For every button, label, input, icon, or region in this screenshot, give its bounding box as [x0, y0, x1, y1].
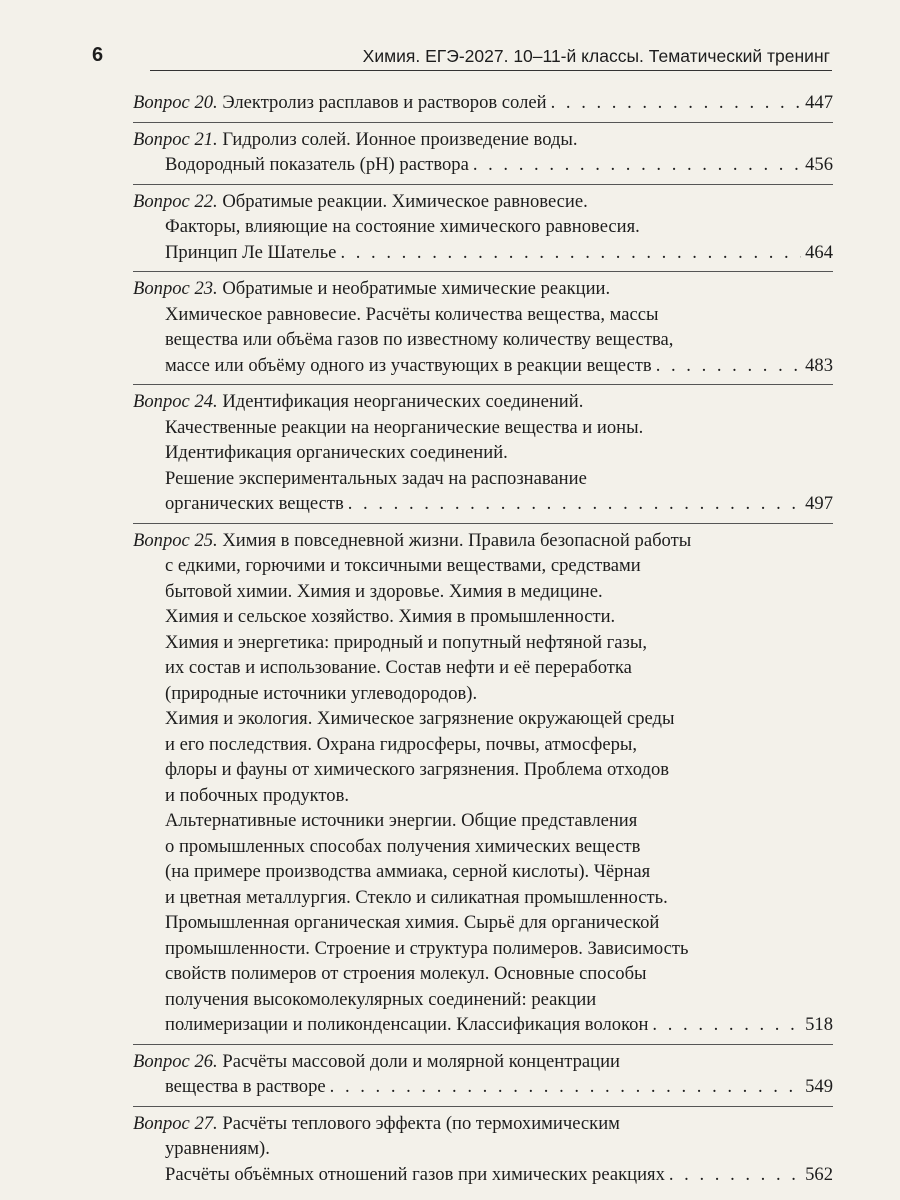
- toc-line: [133, 936, 833, 962]
- question-label: Вопрос 23.: [133, 278, 218, 299]
- topic-text: Идентификация органических соединений.: [165, 442, 508, 463]
- topic-text: Обратимые реакции. Химическое равновесие.: [222, 190, 588, 212]
- topic-text: Электролиз расплавов и растворов солей: [222, 92, 547, 113]
- topic-text: Промышленная органическая химия. Сырьё для органической: [165, 912, 660, 933]
- toc-line-text: [165, 1162, 665, 1188]
- toc-line-text: [133, 129, 578, 150]
- toc-line-text: [165, 1074, 326, 1100]
- topic-text: Качественные реакции на неорганические вещества и ионы.: [165, 416, 644, 438]
- page-ref: 497: [805, 493, 833, 514]
- topic-text: полимеризации и поликонденсации. Классификация волокон: [165, 1014, 649, 1035]
- toc-line-text: [165, 417, 643, 438]
- topic-text: Расчёты объёмных отношений газов при химических реакциях: [165, 1163, 665, 1185]
- topic-text: Расчёты массовой доли и молярной концентрации: [222, 1050, 620, 1072]
- topic-text: и цветная металлургия. Стекло и силикатная промышленность.: [165, 886, 668, 908]
- toc-entry: [133, 385, 833, 524]
- toc-line: [133, 276, 833, 302]
- toc-line-text: [165, 861, 650, 882]
- toc-line: [133, 1162, 833, 1188]
- toc-line: [133, 885, 833, 911]
- toc-line-text: [165, 989, 596, 1010]
- toc-line: [133, 189, 833, 215]
- dot-leader: [551, 90, 802, 116]
- topic-text: Химическое равновесие. Расчёты количества вещества, массы: [165, 303, 659, 325]
- toc-line-text: [133, 1113, 620, 1134]
- page-ref: 456: [805, 154, 833, 175]
- toc-line-text: [165, 683, 477, 704]
- toc-line: [133, 1111, 833, 1137]
- toc-line: [133, 302, 833, 328]
- toc-line: [133, 553, 833, 579]
- topic-text: получения высокомолекулярных соединений: реакции: [165, 988, 597, 1010]
- dot-leader: [669, 1162, 801, 1188]
- toc-line: [133, 1136, 833, 1162]
- topic-text: их состав и использование. Состав нефти и её переработка: [165, 657, 632, 678]
- toc-line: [133, 353, 833, 379]
- toc-line-text: [165, 555, 641, 576]
- toc-line: [133, 127, 833, 153]
- toc-line: [133, 783, 833, 809]
- toc-line-text: [165, 353, 652, 379]
- toc-line-text: [165, 152, 469, 178]
- toc-entry: [133, 123, 833, 185]
- toc-entry: [133, 1045, 833, 1107]
- toc-line: [133, 834, 833, 860]
- toc-line-text: [165, 734, 637, 755]
- question-label: Вопрос 20.: [133, 92, 218, 113]
- toc-line-text: [165, 468, 587, 489]
- topic-text: вещества в растворе: [165, 1076, 326, 1097]
- toc-line: [133, 655, 833, 681]
- toc-line-text: [165, 216, 640, 237]
- topic-text: массе или объёму одного из участвующих в реакции веществ: [165, 354, 652, 376]
- toc-line: [133, 859, 833, 885]
- question-label: Вопрос 21.: [133, 128, 218, 150]
- running-title: Химия. ЕГЭ-2027. 10–11-й классы. Тематический тренинг: [362, 46, 830, 66]
- toc-line: [133, 214, 833, 240]
- toc-line: [133, 152, 833, 178]
- page-ref: 562: [805, 1163, 833, 1185]
- dot-leader: [340, 240, 801, 266]
- toc-line-text: [165, 632, 647, 653]
- toc-line-text: [133, 1051, 620, 1072]
- toc-line-text: [165, 963, 647, 984]
- toc-line-text: [165, 657, 632, 678]
- toc-line-text: [133, 530, 691, 551]
- topic-text: вещества или объёма газов по известному количеству вещества,: [165, 329, 674, 350]
- toc-line: [133, 327, 833, 353]
- topic-text: Гидролиз солей. Ионное произведение воды.: [222, 128, 578, 150]
- page-ref: 518: [805, 1014, 833, 1035]
- toc-line-text: [165, 708, 674, 729]
- toc-entry: [133, 185, 833, 273]
- toc-line: [133, 808, 833, 834]
- toc-line: [133, 528, 833, 554]
- toc-line-text: [133, 191, 588, 212]
- toc-line: [133, 910, 833, 936]
- toc-line-text: [165, 887, 668, 908]
- toc-line: [133, 90, 833, 116]
- topic-text: с едкими, горючими и токсичными веществами, средствами: [165, 555, 641, 576]
- topic-text: уравнениям).: [165, 1138, 270, 1159]
- question-label: Вопрос 22.: [133, 190, 218, 212]
- toc-line: [133, 961, 833, 987]
- topic-text: свойств полимеров от строения молекул. Основные способы: [165, 963, 647, 984]
- toc-line-text: [165, 810, 637, 831]
- toc-line: [133, 440, 833, 466]
- toc-line-text: [165, 442, 508, 463]
- toc-line-text: [165, 581, 603, 602]
- page-ref: 464: [805, 241, 833, 263]
- topic-text: флоры и фауны от химического загрязнения. Проблема отходов: [165, 759, 670, 780]
- topic-text: Химия в повседневной жизни. Правила безопасной работы: [222, 529, 692, 551]
- toc-line: [133, 706, 833, 732]
- toc-line-text: [165, 304, 659, 325]
- toc-line: [133, 415, 833, 441]
- table-of-contents: [133, 86, 833, 1193]
- toc-line: [133, 604, 833, 630]
- toc-line-text: [165, 329, 673, 350]
- toc-line-text: [165, 759, 669, 780]
- toc-entry: [133, 272, 833, 385]
- toc-entry: [133, 1107, 833, 1194]
- topic-text: Химия и экология. Химическое загрязнение окружающей среды: [165, 708, 675, 729]
- dot-leader: [652, 1012, 801, 1038]
- topic-text: Химия и сельское хозяйство. Химия в промышленности.: [165, 606, 616, 627]
- question-label: Вопрос 24.: [133, 391, 218, 412]
- toc-line: [133, 240, 833, 266]
- toc-line: [133, 1074, 833, 1100]
- topic-text: бытовой химии. Химия и здоровье. Химия в медицине.: [165, 580, 603, 602]
- topic-text: Идентификация неорганических соединений.: [222, 391, 584, 412]
- topic-text: о промышленных способах получения химических веществ: [165, 835, 641, 857]
- question-label: Вопрос 25.: [133, 529, 218, 551]
- dot-leader: [656, 353, 801, 379]
- toc-line-text: [165, 240, 336, 266]
- topic-text: Факторы, влияющие на состояние химического равновесия.: [165, 216, 640, 237]
- topic-text: Химия и энергетика: природный и попутный нефтяной газы,: [165, 631, 648, 653]
- question-label: Вопрос 26.: [133, 1050, 218, 1072]
- toc-line-text: [165, 491, 344, 517]
- topic-text: Альтернативные источники энергии. Общие представления: [165, 810, 638, 831]
- toc-line-text: [165, 606, 615, 627]
- dot-leader: [473, 152, 801, 178]
- toc-line: [133, 389, 833, 415]
- toc-line: [133, 757, 833, 783]
- toc-line-text: [133, 278, 610, 299]
- toc-entry: [133, 86, 833, 123]
- toc-line: [133, 732, 833, 758]
- toc-line: [133, 1049, 833, 1075]
- topic-text: Решение экспериментальных задач на распознавание: [165, 467, 587, 489]
- page-ref: 447: [805, 92, 833, 113]
- toc-line-text: [165, 785, 349, 806]
- toc-line: [133, 466, 833, 492]
- topic-text: Обратимые и необратимые химические реакции.: [222, 278, 611, 299]
- dot-leader: [348, 491, 801, 517]
- page-ref: 549: [805, 1076, 833, 1097]
- question-label: Вопрос 27.: [133, 1112, 218, 1134]
- dot-leader: [330, 1074, 801, 1100]
- toc-entry: [133, 524, 833, 1045]
- topic-text: (на примере производства аммиака, серной кислоты). Чёрная: [165, 861, 651, 882]
- page-ref: 483: [805, 354, 833, 376]
- topic-text: (природные источники углеводородов).: [165, 682, 478, 704]
- toc-line-text: [133, 90, 547, 116]
- toc-line: [133, 630, 833, 656]
- topic-text: и его последствия. Охрана гидросферы, почвы, атмосферы,: [165, 733, 638, 755]
- toc-line: [133, 579, 833, 605]
- toc-line-text: [165, 1138, 270, 1159]
- toc-line: [133, 987, 833, 1013]
- topic-text: Расчёты теплового эффекта (по термохимическим: [222, 1112, 620, 1134]
- toc-line-text: [165, 1012, 648, 1038]
- topic-text: Водородный показатель (pH) раствора: [165, 154, 469, 175]
- topic-text: и побочных продуктов.: [165, 784, 350, 806]
- toc-line-text: [165, 912, 659, 933]
- topic-text: органических веществ: [165, 493, 344, 514]
- topic-text: Принцип Ле Шателье: [165, 241, 337, 263]
- toc-line: [133, 1012, 833, 1038]
- toc-line-text: [165, 836, 640, 857]
- header-rule: [150, 70, 832, 71]
- toc-line: [133, 491, 833, 517]
- toc-line-text: [133, 391, 583, 412]
- toc-line: [133, 681, 833, 707]
- topic-text: промышленности. Строение и структура полимеров. Зависимость: [165, 937, 689, 959]
- toc-line-text: [165, 938, 689, 959]
- page-number: 6: [92, 44, 104, 66]
